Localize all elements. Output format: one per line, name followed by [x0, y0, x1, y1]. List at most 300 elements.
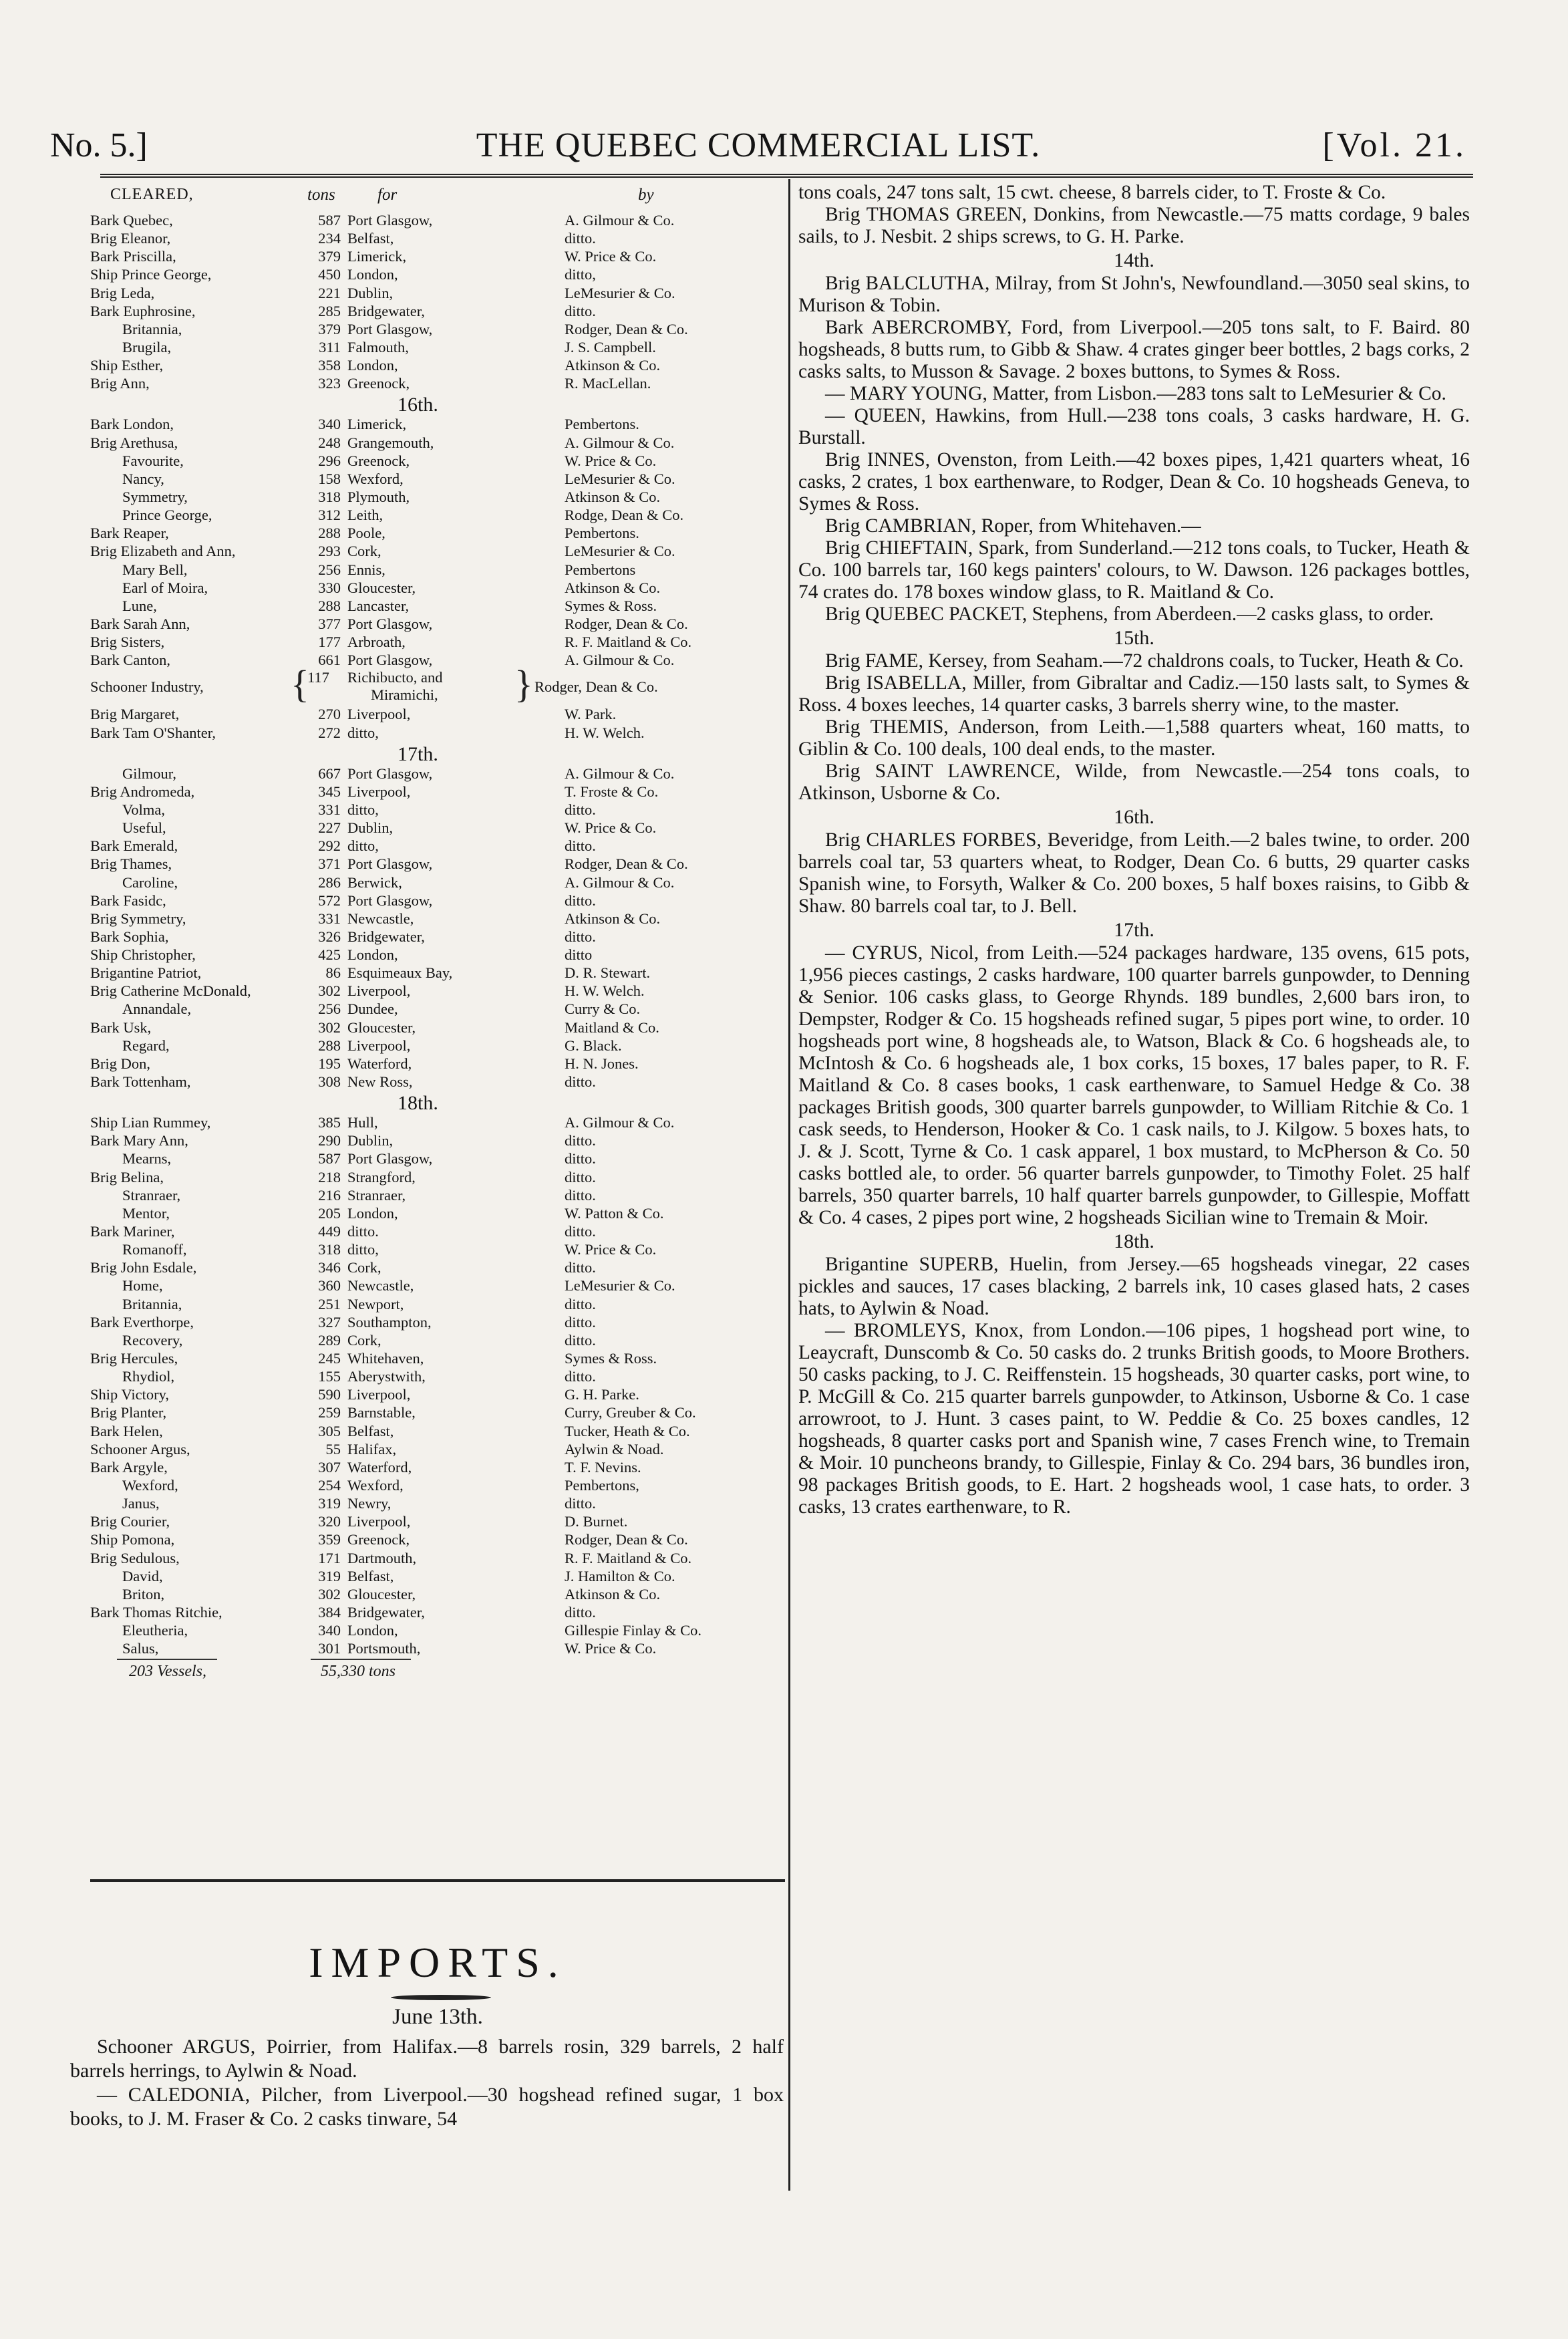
clearer-cell: ditto. — [565, 837, 596, 855]
vessel-cell: Annandale, — [122, 1000, 192, 1018]
imports-heading: IMPORTS. — [309, 1939, 567, 1986]
vessel-cell: Briton, — [122, 1585, 165, 1603]
total-rule-right — [311, 1659, 411, 1660]
clearer-cell: ditto, — [565, 266, 596, 283]
page-header — [50, 126, 1466, 172]
tons-cell: 379 — [318, 248, 341, 265]
tons-cell: 227 — [318, 819, 341, 837]
table-row — [90, 1567, 785, 1585]
clearer-cell: LeMesurier & Co. — [565, 543, 675, 560]
destination-cell: Limerick, — [347, 248, 407, 265]
vessel-cell: Bark Quebec, — [90, 212, 173, 229]
destination-cell: Dundee, — [347, 1000, 398, 1018]
destination-cell: Liverpool, — [347, 1386, 411, 1403]
destination-cell: Port Glasgow, — [347, 615, 433, 632]
tons-cell: 296 — [318, 452, 341, 469]
destination-cell: Liverpool, — [347, 1037, 411, 1054]
clearer-cell: ditto. — [565, 1132, 596, 1149]
table-row — [90, 1585, 785, 1603]
date-subheading: 16th. — [1114, 806, 1154, 828]
tons-cell: 340 — [318, 1622, 341, 1639]
clearer-cell: Atkinson & Co. — [565, 1585, 661, 1603]
clearer-cell: ditto. — [565, 891, 596, 909]
clearer-cell: W. Price & Co. — [565, 819, 657, 837]
import-entry: — BROMLEYS, Knox, from London.—106 pipes, 1 hogshead port wine, to Leaycraft, Dunscomb & Co. 50 casks do. 2 trunks British goods, to Moore Brothers. 50 casks packing, to J. C. Reiffenstein. 15 hogsheads, 30 quarter casks, port wine, to P. McGill & Co. 215 quarter barrels gunpowder, to Atkinson, Usborne & Co. 1 case arrowroot, to J. Hunt. 3 cases paint, to W. Peddie & Co. 25 boxes candles, 12 hogsheads, 8 quarter casks port and Spanish wine, 7 cases French wine, to Tremain & Moir. 10 puncheons brandy, to Gillespie, Finlay & Co. 294 bars, 36 bundles iron, 98 packages British goods, to E. Hart. 2 hogsheads wool, 1 case hats, to order. 3 casks, 13 crates earthenware, to R. — [798, 1320, 1470, 1518]
vessel-cell: Symmetry, — [122, 488, 188, 505]
destination-cell: Poole, — [347, 525, 385, 542]
destination-cell: Liverpool, — [347, 982, 411, 1000]
braced-table-row — [90, 662, 785, 706]
vessel-cell: Ship Pomona, — [90, 1531, 175, 1548]
destination-cell: Strangford, — [347, 1168, 416, 1186]
table-row — [90, 1385, 785, 1403]
table-row — [90, 579, 785, 597]
tons-cell: 330 — [318, 579, 341, 596]
date-label: 17th. — [398, 742, 438, 765]
tons-cell: 450 — [318, 266, 341, 283]
tons-cell: 572 — [318, 891, 341, 909]
destination-cell: Halifax, — [347, 1440, 397, 1458]
vessel-cell: Britannia, — [122, 1295, 182, 1313]
import-entry: Brig SAINT LAWRENCE, Wilde, from Newcastle.—254 tons coals, to Atkinson, Usborne & Co. — [798, 761, 1470, 804]
table-row — [90, 1168, 785, 1186]
destination-cell: Falmouth, — [347, 338, 409, 356]
destination-cell: Aberystwith, — [347, 1368, 426, 1385]
tons-cell: 293 — [318, 543, 341, 560]
tons-cell: 385 — [318, 1114, 341, 1131]
destination-cell: Bridgewater, — [347, 302, 425, 319]
destination-cell: Cork, — [347, 1331, 381, 1349]
vessel-cell: Brig Belina, — [90, 1168, 164, 1186]
tons-cell: 256 — [318, 561, 341, 578]
destination-cell: Waterford, — [347, 1458, 412, 1476]
vessel-cell: Brig Arethusa, — [90, 434, 178, 451]
clearer-cell: ditto. — [565, 1313, 596, 1331]
table-row — [90, 506, 785, 524]
clearer-cell: A. Gilmour & Co. — [565, 434, 675, 451]
clearer-cell: ditto. — [565, 1168, 596, 1186]
destination-cell: Bridgewater, — [347, 1603, 425, 1621]
vessel-cell: Brig John Esdale, — [90, 1259, 197, 1276]
destination-cell: Belfast, — [347, 230, 394, 247]
clearer-cell: Gillespie Finlay & Co. — [565, 1622, 701, 1639]
table-row — [90, 1258, 785, 1276]
table-row — [90, 211, 785, 229]
clearer-cell: Maitland & Co. — [565, 1018, 659, 1036]
vessel-cell: Stranraer, — [122, 1186, 181, 1204]
import-entry: Schooner ARGUS, Poirrier, from Halifax.—8 barrels rosin, 329 barrels, 2 half barrels herrings, to Aylwin & Noad. — [70, 2036, 784, 2082]
tons-cell: 86 — [325, 964, 341, 982]
clearer-cell: Rodger, Dean & Co. — [565, 320, 688, 337]
destination-cell: Lancaster, — [347, 597, 410, 614]
vessel-cell: Wexford, — [122, 1477, 178, 1494]
issue-number: No. 5.] — [50, 126, 148, 164]
clearer-cell: Rodger, Dean & Co. — [534, 678, 658, 696]
destination-cell: Port Glasgow, — [347, 1150, 433, 1167]
column-divider — [788, 179, 790, 2191]
vessel-cell: Bark Thomas Ritchie, — [90, 1603, 222, 1621]
clearer-cell: W. Price & Co. — [565, 248, 657, 265]
clearer-cell: W. Price & Co. — [565, 1241, 657, 1258]
table-row — [90, 1018, 785, 1037]
destination-cell: ditto, — [347, 837, 379, 855]
tons-cell: 245 — [318, 1350, 341, 1367]
table-row — [90, 470, 785, 488]
table-row — [90, 1313, 785, 1331]
destination-cell: Grangemouth, — [347, 434, 434, 451]
tons-cell: 286 — [318, 873, 341, 891]
date-subheading: 17th. — [1114, 919, 1154, 941]
destination-cell: Port Glasgow, — [347, 320, 433, 337]
table-row — [90, 633, 785, 651]
destination-cell: London, — [347, 266, 398, 283]
vessel-cell: David, — [122, 1567, 163, 1585]
table-row — [90, 1000, 785, 1018]
destination-cell: Gloucester, — [347, 1585, 416, 1603]
import-entry: Brig FAME, Kersey, from Seaham.—72 chaldrons coals, to Tucker, Heath & Co. — [825, 650, 1464, 672]
import-entry: Bark ABERCROMBY, Ford, from Liverpool.—205 tons salt, to F. Baird. 80 hogsheads, 8 butts rum, to Gibb & Shaw. 4 crates ginger beer bottles, 2 bags corks, 2 casks salts, to Musson & Savage. 2 boxes buttons, to Symes & Ross. — [798, 317, 1470, 382]
destination-cell: ditto, — [347, 801, 379, 818]
clearer-cell: LeMesurier & Co. — [565, 470, 675, 487]
clearer-cell: ditto. — [565, 1186, 596, 1204]
header-rule — [100, 174, 1473, 178]
table-row — [90, 1113, 785, 1131]
table-row — [90, 1476, 785, 1494]
table-row — [90, 1073, 785, 1091]
vessel-cell: Volma, — [122, 801, 165, 818]
table-row — [90, 615, 785, 633]
destination-cell: Dublin, — [347, 284, 394, 301]
clearer-cell: Pembertons — [565, 561, 636, 578]
table-row — [90, 855, 785, 873]
destination-cell: London, — [347, 1204, 398, 1222]
heading-for: for — [377, 186, 398, 204]
tons-cell: 218 — [318, 1168, 341, 1186]
table-row — [90, 837, 785, 855]
destination-cell: Southampton, — [347, 1313, 432, 1331]
table-row — [90, 542, 785, 560]
table-row — [90, 1240, 785, 1258]
clearer-cell: Pembertons. — [565, 525, 639, 542]
clearer-cell: ditto. — [565, 1603, 596, 1621]
clearer-cell: ditto. — [565, 1495, 596, 1512]
destination-cell: ditto. — [347, 1223, 379, 1240]
vessel-cell: Rhydiol, — [122, 1368, 175, 1385]
vessel-cell: Home, — [122, 1277, 163, 1294]
destination-cell: Limerick, — [347, 416, 407, 433]
table-row — [90, 1186, 785, 1204]
import-entry: Brig CHARLES FORBES, Beveridge, from Leith.—2 bales twine, to order. 200 barrels coal tar, 53 quarters wheat, to Rodger, Dean Co. 6 butts, 29 quarter casks Spanish wine, to Forsyth, Walker & Co. 200 boxes, 5 half boxes raisins, to Gibb & Shaw. 80 barrels coal tar, to J. Bell. — [798, 829, 1470, 917]
destination-cell: Port Glasgow, — [347, 891, 433, 909]
destination-cell: Port Glasgow, — [347, 765, 433, 782]
destination-cell: Greenock, — [347, 375, 410, 392]
vessel-cell: Brig Catherine McDonald, — [90, 982, 251, 1000]
tons-cell: 318 — [318, 488, 341, 505]
vessel-cell: Brigantine Patriot, — [90, 964, 202, 982]
tons-cell: 251 — [318, 1295, 341, 1313]
table-row — [90, 891, 785, 910]
tons-cell: 331 — [318, 910, 341, 927]
destination-cell: Barnstable, — [347, 1404, 416, 1421]
clearer-cell: G. H. Parke. — [565, 1386, 639, 1403]
tons-cell: 358 — [318, 357, 341, 374]
clearer-cell: A. Gilmour & Co. — [565, 652, 675, 669]
destination-cell: Port Glasgow, — [347, 652, 433, 669]
tons-cell: 221 — [318, 284, 341, 301]
vessel-cell: Ship Prince George, — [90, 266, 212, 283]
vessel-cell: Ship Esther, — [90, 357, 164, 374]
tons-cell: 318 — [318, 1241, 341, 1258]
vessel-cell: Prince George, — [122, 507, 212, 524]
clearer-cell: W. Price & Co. — [565, 1640, 657, 1657]
destination-cell: London, — [347, 357, 398, 374]
clearer-cell: Curry, Greuber & Co. — [565, 1404, 696, 1421]
tons-cell: 289 — [318, 1331, 341, 1349]
table-row — [90, 1530, 785, 1548]
clearer-cell: Rodge, Dean & Co. — [565, 507, 684, 524]
vessel-cell: Brig Margaret, — [90, 706, 180, 723]
vessel-cell: Bark Reaper, — [90, 525, 169, 542]
tons-cell: 371 — [318, 855, 341, 873]
table-row — [90, 302, 785, 320]
cleared-vessels-table — [90, 182, 785, 1685]
vessel-cell: Bark Sophia, — [90, 928, 169, 945]
imports-continued-column — [798, 182, 1470, 1518]
destination-cell: Miramichi, — [371, 686, 438, 704]
left-brace-glyph: { — [291, 662, 309, 706]
totals-row — [90, 1657, 785, 1685]
table-row — [90, 338, 785, 356]
clearer-cell: T. F. Nevins. — [565, 1458, 641, 1476]
tons-cell: 288 — [318, 525, 341, 542]
clearer-cell: ditto. — [565, 302, 596, 319]
date-subheading: 14th. — [1114, 249, 1154, 271]
volume-number: [Vol. 21. — [1322, 126, 1466, 164]
destination-cell: Cork, — [347, 543, 381, 560]
table-row — [90, 265, 785, 283]
tons-cell: 292 — [318, 837, 341, 855]
table-row — [90, 1349, 785, 1367]
destination-cell: Liverpool, — [347, 1513, 411, 1530]
clearer-cell: Pembertons. — [565, 416, 639, 433]
clearer-cell: ditto. — [565, 230, 596, 247]
clearer-cell: R. MacLellan. — [565, 375, 651, 392]
clearer-cell: ditto. — [565, 1331, 596, 1349]
vessel-cell: Bark Euphrosine, — [90, 302, 196, 319]
table-row — [90, 1149, 785, 1167]
table-row — [90, 356, 785, 374]
clearer-cell: A. Gilmour & Co. — [565, 212, 675, 229]
tons-cell: 177 — [318, 634, 341, 651]
destination-cell: Wexford, — [347, 470, 404, 487]
vessel-cell: Brig Sedulous, — [90, 1549, 180, 1566]
table-row — [90, 488, 785, 506]
clearer-cell: Symes & Ross. — [565, 597, 657, 614]
tons-cell: 379 — [318, 320, 341, 337]
tons-cell: 587 — [318, 1150, 341, 1167]
vessel-cell: Schooner Industry, — [90, 678, 204, 696]
vessel-cell: Brig Courier, — [90, 1513, 170, 1530]
clearer-cell: ditto. — [565, 801, 596, 818]
tons-cell: 319 — [318, 1567, 341, 1585]
table-row — [90, 434, 785, 452]
tons-cell: 270 — [318, 706, 341, 723]
vessel-cell: Nancy, — [122, 470, 164, 487]
table-row — [90, 928, 785, 946]
vessel-cell: Bark Emerald, — [90, 837, 178, 855]
tons-cell: 312 — [318, 507, 341, 524]
tons-cell: 345 — [318, 783, 341, 800]
table-row — [90, 284, 785, 302]
clearer-cell: R. F. Maitland & Co. — [565, 1549, 692, 1566]
destination-cell: Port Glasgow, — [347, 855, 433, 873]
clearer-cell: H. N. Jones. — [565, 1055, 639, 1072]
tons-cell: 234 — [318, 230, 341, 247]
table-row — [90, 1276, 785, 1294]
clearer-cell: ditto. — [565, 1368, 596, 1385]
vessel-cell: Brig Andromeda, — [90, 783, 195, 800]
tons-cell: 590 — [318, 1386, 341, 1403]
destination-cell: Ennis, — [347, 561, 385, 578]
clearer-cell: LeMesurier & Co. — [565, 284, 675, 301]
vessel-cell: Schooner Argus, — [90, 1440, 190, 1458]
table-row — [90, 1204, 785, 1222]
tons-cell: 205 — [318, 1204, 341, 1222]
destination-cell: Gloucester, — [347, 579, 416, 596]
vessel-cell: Janus, — [122, 1495, 160, 1512]
vessel-cell: Bark Tottenham, — [90, 1073, 191, 1091]
tons-cell: 331 — [318, 801, 341, 818]
tons-cell: 326 — [318, 928, 341, 945]
destination-cell: Plymouth, — [347, 488, 410, 505]
table-row — [90, 1055, 785, 1073]
vessel-cell: Lune, — [122, 597, 157, 614]
table-row — [90, 982, 785, 1000]
tons-cell: 302 — [318, 1018, 341, 1036]
destination-cell: Bridgewater, — [347, 928, 425, 945]
clearer-cell: R. F. Maitland & Co. — [565, 634, 692, 651]
import-entry: tons coals, 247 tons salt, 15 cwt. cheese, 8 barrels cider, to T. Froste & Co. — [798, 182, 1386, 203]
clearer-cell: J. S. Campbell. — [565, 338, 656, 356]
import-entry: Brig BALCLUTHA, Milray, from St John's, Newfoundland.—3050 seal skins, to Murison & Tobin. — [798, 273, 1470, 316]
destination-cell: Newport, — [347, 1295, 404, 1313]
destination-cell: ditto, — [347, 1241, 379, 1258]
tons-cell: 216 — [318, 1186, 341, 1204]
table-row — [90, 1639, 785, 1657]
destination-cell: Leith, — [347, 507, 383, 524]
vessel-cell: Bark Priscilla, — [90, 248, 176, 265]
destination-cell: Berwick, — [347, 873, 402, 891]
vessel-cell: Gilmour, — [122, 765, 176, 782]
tons-cell: 288 — [318, 597, 341, 614]
heading-cleared: CLEARED, — [110, 186, 194, 203]
table-row — [90, 964, 785, 982]
destination-cell: Newcastle, — [347, 1277, 414, 1294]
section-rule — [90, 1879, 785, 1882]
tons-cell: 449 — [318, 1223, 341, 1240]
tons-cell: 323 — [318, 375, 341, 392]
destination-cell: Greenock, — [347, 1531, 410, 1548]
tons-cell: 319 — [318, 1495, 341, 1512]
vessel-cell: Brig Hercules, — [90, 1350, 178, 1367]
table-row — [90, 1494, 785, 1512]
table-row — [90, 910, 785, 928]
clearer-cell: W. Price & Co. — [565, 452, 657, 469]
imports-entries — [70, 2035, 784, 2131]
destination-cell: Cork, — [347, 1259, 381, 1276]
table-row — [90, 1458, 785, 1476]
tons-cell: 259 — [318, 1404, 341, 1421]
table-row — [90, 374, 785, 392]
tons-cell: 340 — [318, 416, 341, 433]
clearer-cell: H. W. Welch. — [565, 982, 645, 1000]
tons-cell: 288 — [318, 1037, 341, 1054]
clearer-cell: LeMesurier & Co. — [565, 1277, 675, 1294]
clearer-cell: Atkinson & Co. — [565, 488, 661, 505]
vessel-cell: Brig Symmetry, — [90, 910, 186, 927]
destination-cell: Gloucester, — [347, 1018, 416, 1036]
tons-cell: 311 — [319, 338, 341, 356]
destination-cell: Arbroath, — [347, 634, 406, 651]
date-subheading — [90, 742, 785, 765]
vessel-cell: Brig Eleanor, — [90, 230, 171, 247]
vessel-cell: Caroline, — [122, 873, 178, 891]
tons-cell: 587 — [318, 212, 341, 229]
vessel-cell: Recovery, — [122, 1331, 183, 1349]
table-row — [90, 1549, 785, 1567]
vessel-cell: Brugila, — [122, 338, 172, 356]
destination-cell: Esquimeaux Bay, — [347, 964, 453, 982]
vessel-cell: Salus, — [122, 1640, 159, 1657]
vessel-cell: Brig Planter, — [90, 1404, 167, 1421]
tons-cell: 307 — [318, 1458, 341, 1476]
destination-cell: New Ross, — [347, 1073, 413, 1091]
table-row — [90, 705, 785, 723]
cleared-table-header — [90, 182, 785, 211]
table-row — [90, 597, 785, 615]
tons-cell: 155 — [318, 1368, 341, 1385]
vessel-cell: Favourite, — [122, 452, 184, 469]
tons-cell: 360 — [318, 1277, 341, 1294]
total-rule-left — [117, 1659, 217, 1660]
vessel-cell: Brig Leda, — [90, 284, 155, 301]
table-row — [90, 1621, 785, 1639]
clearer-cell: A. Gilmour & Co. — [565, 873, 675, 891]
clearer-cell: Atkinson & Co. — [565, 579, 661, 596]
clearer-cell: Symes & Ross. — [565, 1350, 657, 1367]
date-subheading: 18th. — [1114, 1230, 1154, 1252]
clearer-cell: A. Gilmour & Co. — [565, 765, 675, 782]
import-entry: — CYRUS, Nicol, from Leith.—524 packages hardware, 135 ovens, 615 pots, 1,956 pieces castings, 2 casks hardware, 100 quarter barrels gunpowder, to Denning & Senior. 106 casks glass, to George Rhynds. 189 bundles, 2,600 bars iron, to Dempster, Rodger & Co. 15 hogsheads refined sugar, 5 pipes port wine, to order. 10 hogsheads port wine, 8 hogsheads ale, to Watson, Black & Co. 6 hogsheads ale, to McIntosh & Co. 6 hogsheads ale, 1 box corks, 15 boxes, 17 bales paper, to R. F. Maitland & Co. 8 cases books, 1 cask earthenware, to Samuel Hedge & Co. 38 packages British goods, 300 quarter barrels gunpowder, to William Ritchie & Co. 1 cask seeds, to Henderson, Hooker & Co. 1 cask nails, to J. Kilgow. 5 boxes hats, to J. & J. Scott, Tyrne & Co. 1 cask apparel, 1 box mustard, to McPherson & Co. 50 casks bottled ale, to order. 56 quarter barrels gunpowder, to Timothy Folet. 25 half barrels, 350 quarter barrels, 10 half quarter barrels gunpowder, to Gillespie, Moffatt & Co. 4 cases, 2 pipes port wine, 2 hogsheads Sicilian wine to Tremain & Moir. — [798, 942, 1470, 1228]
clearer-cell: G. Black. — [565, 1037, 622, 1054]
right-brace-glyph: } — [514, 662, 533, 706]
import-entry: Brig THEMIS, Anderson, from Leith.—1,588 quarters wheat, 160 matts, to Giblin & Co. 100 deals, 100 deal ends, to the master. — [798, 716, 1470, 760]
tons-cell: 256 — [318, 1000, 341, 1018]
vessel-cell: Mentor, — [122, 1204, 170, 1222]
clearer-cell: ditto. — [565, 1150, 596, 1167]
tons-cell: 346 — [318, 1259, 341, 1276]
table-row — [90, 801, 785, 819]
destination-cell: Liverpool, — [347, 706, 411, 723]
tons-cell: 195 — [318, 1055, 341, 1072]
destination-cell: Hull, — [347, 1114, 378, 1131]
vessel-cell: Eleutheria, — [122, 1622, 188, 1639]
tons-cell: 384 — [318, 1603, 341, 1621]
table-row — [90, 1037, 785, 1055]
vessel-cell: Bark Helen, — [90, 1422, 163, 1439]
vessel-cell: Bark Mary Ann, — [90, 1132, 188, 1149]
vessel-cell: Mary Bell, — [122, 561, 188, 578]
